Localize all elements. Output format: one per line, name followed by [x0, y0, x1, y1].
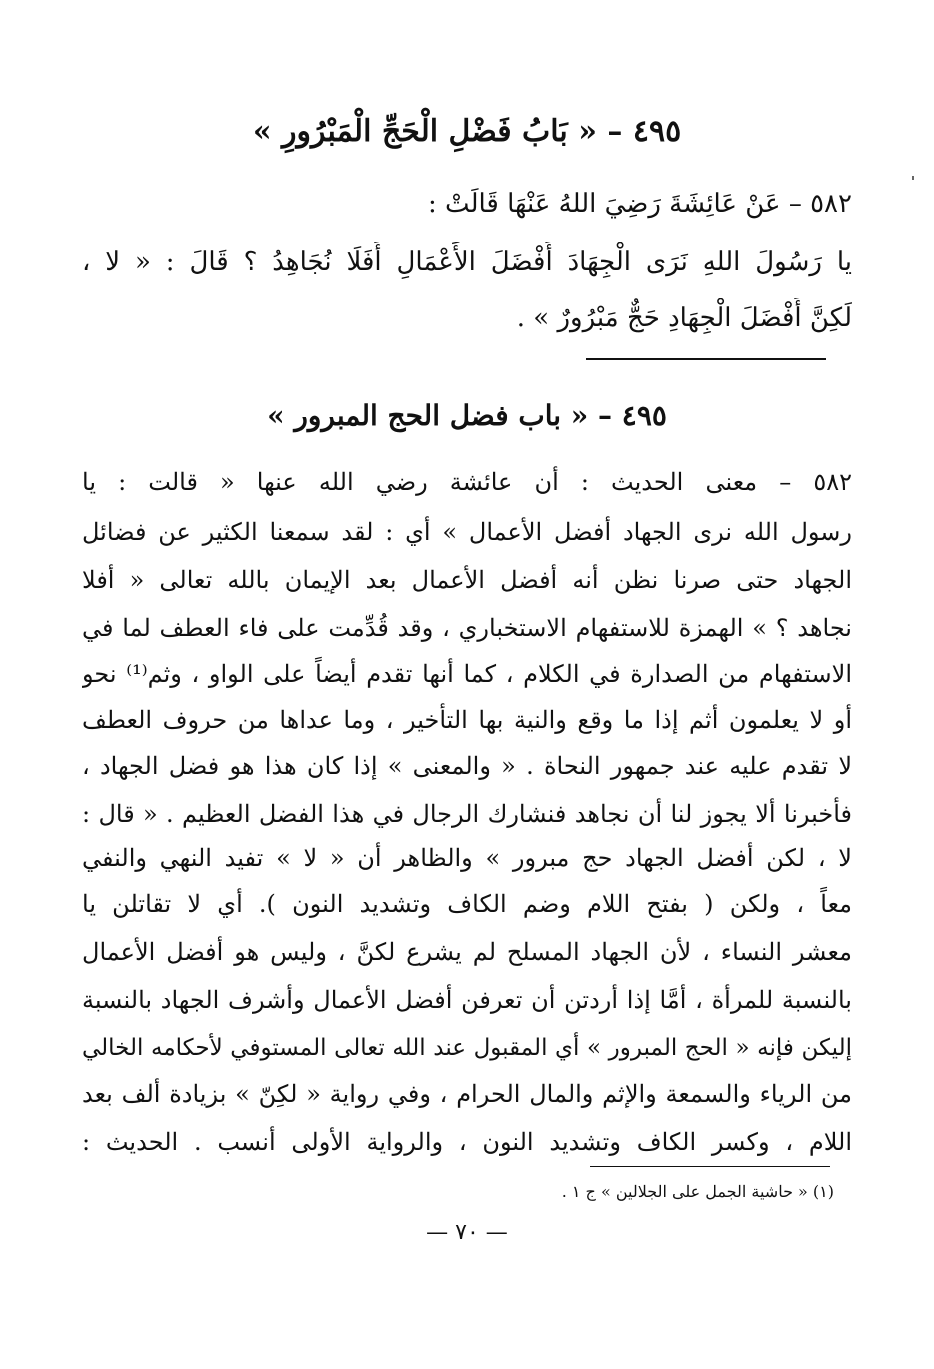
section-divider: [586, 358, 826, 360]
commentary-line: إليكن فإنه « الحج المبرور » أي المقبول عند الله تعالى المستوفي لأحكامه الخالي: [82, 1035, 852, 1061]
commentary-line: أو لا يعلمون أثم إذا ما وقع والنية بها التأخير ، وما عداها من حروف العطف: [82, 706, 852, 734]
commentary-line: لا ، لكن أفضل الجهاد حج مبرور » والظاهر أن « لا » تفيد النهي والنفي: [82, 844, 852, 872]
page-number: — ٧٠ —: [426, 1220, 508, 1245]
hadith-line: يا رَسُولَ اللهِ نَرَى الْجِهَادَ أَفْضَلَ الأَعْمَالِ أَفَلَا نُجَاهِدُ ؟ قَالَ : « لا ،: [82, 247, 852, 277]
chapter-title-vocalized: ٤٩٥ – « بَابُ فَضْلِ الْحَجِّ الْمَبْرُورِ »: [252, 114, 682, 149]
hadith-line: لَكِنَّ أَفْضَلَ الْجِهَادِ حَجٌّ مَبْرُورٌ » .: [516, 303, 852, 333]
commentary-line: بالنسبة للمرأة ، أمَّا إذا أردتن أن تعرفن أفضل الأعمال وأشرف الجهاد بالنسبة: [82, 986, 852, 1014]
commentary-line: فأخبرنا ألا يجوز لنا أن نجاهد فنشارك الرجال في هذا الفضل العظيم . « قال :: [82, 800, 852, 828]
commentary-line: نجاهد ؟ » الهمزة للاستفهام الاستخباري ، وقد قُدِّمت على فاء العطف لما في: [82, 614, 852, 642]
commentary-line: معاً ، ولكن ( بفتح اللام وضم الكاف وتشديد النون ). أي لا تقاتلن يا: [82, 890, 852, 918]
footnote-divider: [590, 1166, 830, 1167]
commentary-line: رسول الله نرى الجهاد أفضل الأعمال » أي : لقد سمعنا الكثير عن فضائل: [82, 518, 852, 546]
commentary-line: الاستفهام من الصدارة في الكلام ، كما أنها تقدم أيضاً على الواو ، وثم⁽¹⁾ نحو: [82, 660, 852, 688]
commentary-line: اللام ، وكسر الكاف وتشديد النون ، والرواية الأولى أنسب . الحديث :: [82, 1128, 852, 1156]
scan-speck: [912, 176, 914, 180]
commentary-line: الجهاد حتى صرنا نظن أنه أفضل الأعمال بعد الإيمان بالله تعالى « أفلا: [82, 566, 852, 594]
chapter-title-commentary: ٤٩٥ – « باب فضل الحج المبرور »: [267, 399, 667, 432]
commentary-line: من الرياء والسمعة والإثم والمال الحرام ، وفي رواية « لكِنّ » بزيادة ألف بعد: [82, 1080, 852, 1108]
commentary-line: لا تقدم عليه عند جمهور النحاة . « والمعنى » إذا كان هذا هو فضل الجهاد ،: [82, 752, 852, 780]
commentary-line: ٥٨٢ – معنى الحديث : أن عائشة رضي الله عنها « قالت : يا: [82, 468, 852, 496]
commentary-line: معشر النساء ، لأن الجهاد المسلح لم يشرع لكنَّ ، وليس هو أفضل الأعمال: [82, 938, 852, 966]
hadith-line: ٥٨٢ – عَنْ عَائِشَةَ رَضِيَ اللهُ عَنْهَا قَالَتْ :: [428, 189, 852, 219]
footnote: (١) « حاشية الجمل على الجلالين » ج ١ .: [561, 1182, 834, 1201]
